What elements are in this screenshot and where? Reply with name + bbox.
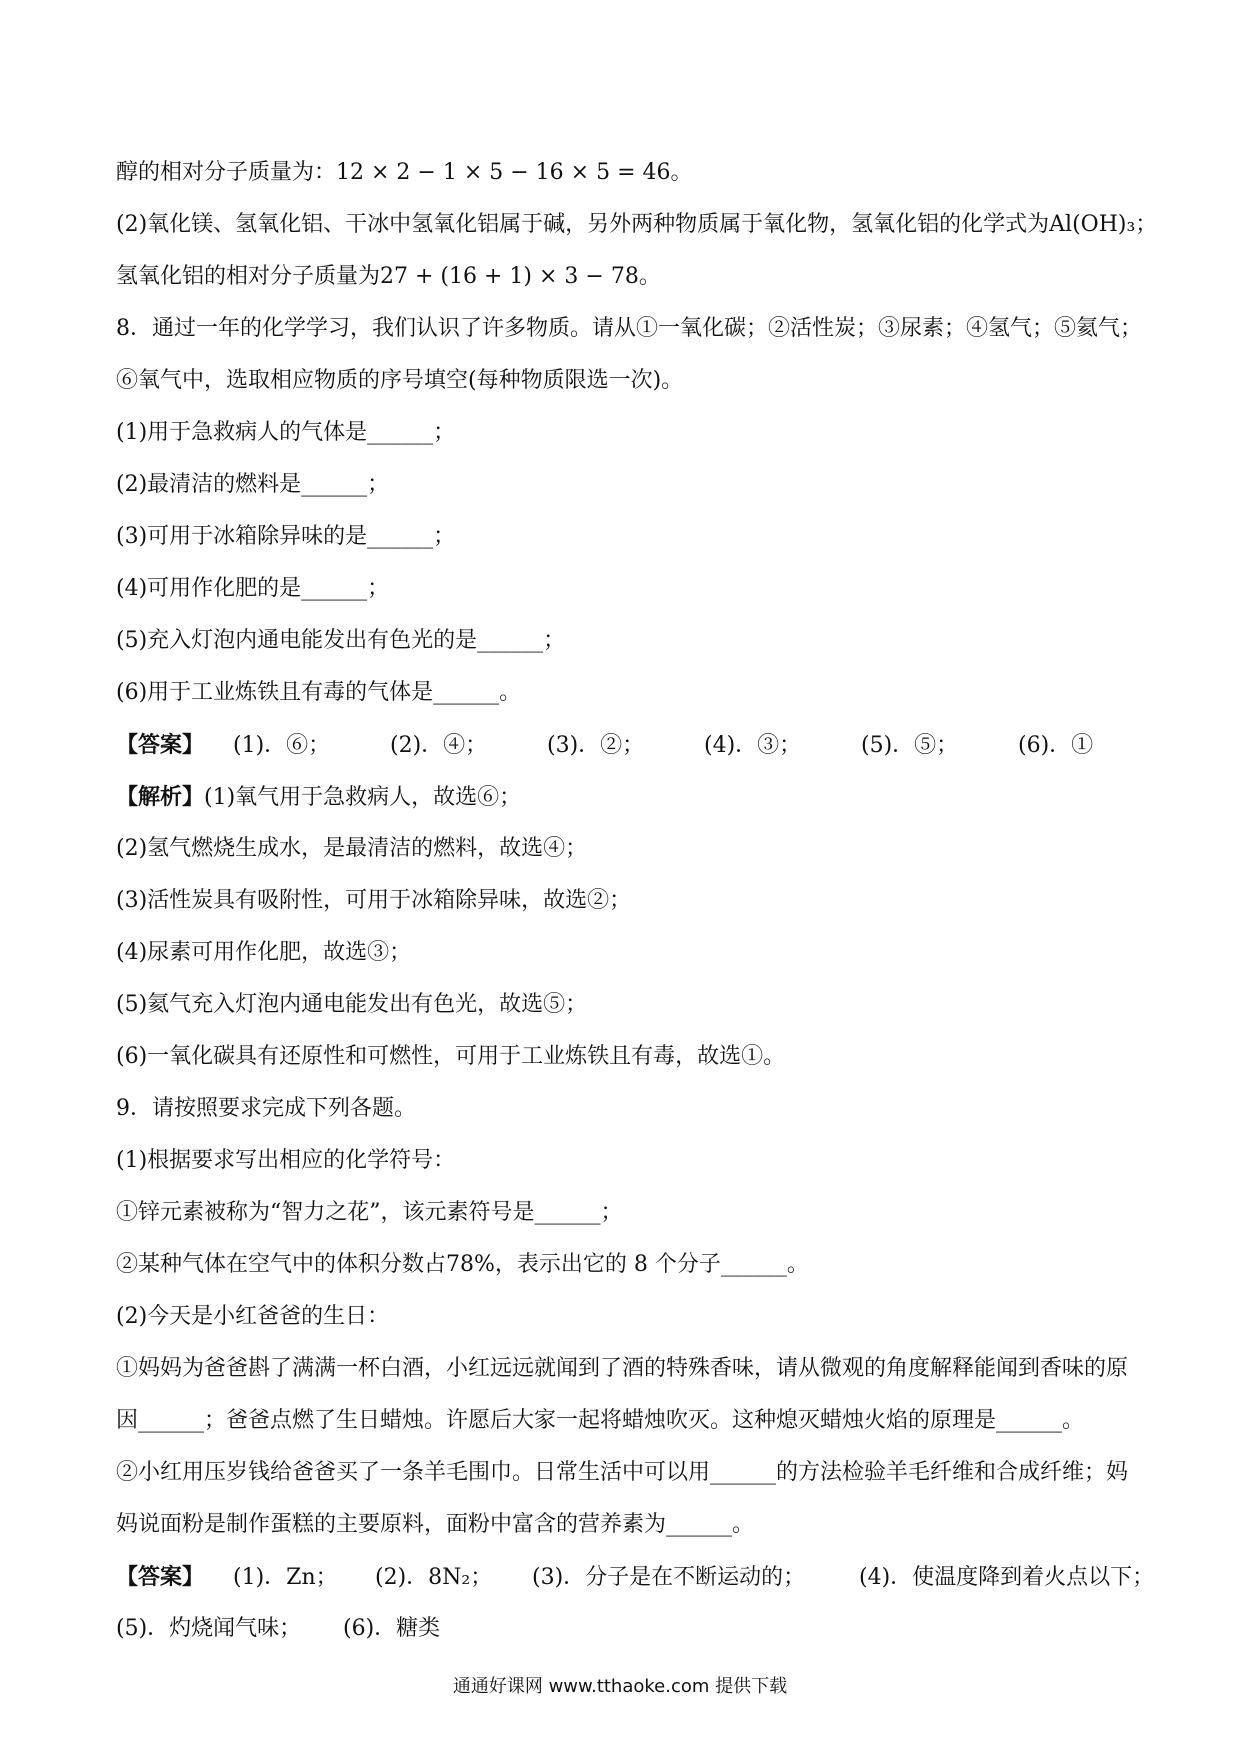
q9-part2: (2)今天是小红爸爸的生日： <box>116 1304 390 1329</box>
answer-label: 【答案】 <box>116 1564 205 1590</box>
q9-answer-2: (2)．8N₂； <box>375 1565 493 1590</box>
q9-answer-row-1 <box>116 1562 1155 1593</box>
q8-answer-row <box>116 730 1136 761</box>
q7-calc-line: 醇的相对分子质量为：12 × 2 − 1 × 5 − 16 × 5 = 46。 <box>116 160 693 185</box>
q8-analysis-4: (4)尿素可用作化肥，故选③； <box>116 940 412 965</box>
q8-sub-5: (5)充入灯泡内通电能发出有色光的是______； <box>116 628 566 653</box>
q8-answer-1: (1)．⑥； <box>233 733 331 758</box>
q9-stem: 9．请按照要求完成下列各题。 <box>116 1096 416 1121</box>
q8-answer-5: (5)．⑤； <box>861 733 959 758</box>
answer-label: 【答案】 <box>116 732 205 758</box>
q9-answer-5: (5)．灼烧闻气味； <box>116 1616 302 1641</box>
q8-stem-line-1: 8．通过一年的化学学习，我们认识了许多物质。请从①一氧化碳；②活性炭；③尿素；④氢气；⑤氦气； <box>116 316 1143 341</box>
q9-part2-a-line-2: 因______；爸爸点燃了生日蜡烛。许愿后大家一起将蜡烛吹灭。这种熄灭蜡烛火焰的原理是______。 <box>116 1408 1085 1433</box>
q8-analysis-1-text: (1)氧气用于急救病人，故选⑥； <box>204 785 522 810</box>
analysis-label: 【解析】 <box>116 784 205 810</box>
q9-answer-3: (3)．分子是在不断运动的； <box>532 1565 806 1590</box>
q8-answer-6: (6)．① <box>1018 733 1094 758</box>
q8-sub-6: (6)用于工业炼铁且有毒的气体是______。 <box>116 680 522 705</box>
q9-part2-b-line-1: ②小红用压岁钱给爸爸买了一条羊毛围巾。日常生活中可以用______的方法检验羊毛纤维和合成纤维；妈 <box>116 1460 1129 1485</box>
q8-analysis-1 <box>116 782 1136 813</box>
q8-answer-3: (3)．②； <box>547 733 645 758</box>
q9-part2-b-line-2: 妈说面粉是制作蛋糕的主要原料，面粉中富含的营养素为______。 <box>116 1512 755 1537</box>
q7-part2-mass-line: 氢氧化铝的相对分子质量为27 + (16 + 1) × 3 − 78。 <box>116 264 661 289</box>
q9-answer-row-2 <box>116 1614 1136 1644</box>
q8-analysis-5: (5)氦气充入灯泡内通电能发出有色光，故选⑤； <box>116 992 588 1017</box>
q9-answer-6: (6)．糖类 <box>343 1616 441 1641</box>
q9-answer-1: (1)．Zn； <box>233 1565 338 1590</box>
page-footer: 通通好课网 www.tthaoke.com 提供下载 <box>452 1676 788 1697</box>
q8-sub-4: (4)可用作化肥的是______； <box>116 576 390 601</box>
q7-part2-line: (2)氧化镁、氢氧化铝、干冰中氢氧化铝属于碱，另外两种物质属于氧化物，氢氧化铝的化学式为Al(OH)₃； <box>116 212 1158 237</box>
q9-part1-a: ①锌元素被称为“智力之花”，该元素符号是______； <box>116 1200 623 1225</box>
q8-analysis-2: (2)氢气燃烧生成水，是最清洁的燃料，故选④； <box>116 836 588 861</box>
q8-sub-2: (2)最清洁的燃料是______； <box>116 472 390 497</box>
q8-analysis-6: (6)一氧化碳具有还原性和可燃性，可用于工业炼铁且有毒，故选①。 <box>116 1044 786 1069</box>
q8-answer-2: (2)．④； <box>390 733 488 758</box>
q9-part2-a-line-1: ①妈妈为爸爸斟了满满一杯白酒，小红远远就闻到了酒的特殊香味，请从微观的角度解释能闻到香味的原 <box>116 1356 1129 1381</box>
q9-answer-4: (4)．使温度降到着火点以下； <box>859 1565 1155 1590</box>
q8-stem-line-2: ⑥氧气中，选取相应物质的序号填空(每种物质限选一次)。 <box>116 368 684 393</box>
q8-sub-1: (1)用于急救病人的气体是______； <box>116 420 456 445</box>
q8-analysis-3: (3)活性炭具有吸附性，可用于冰箱除异味，故选②； <box>116 888 632 913</box>
q8-answer-4: (4)．③； <box>704 733 802 758</box>
q9-part1-b: ②某种气体在空气中的体积分数占78%，表示出它的 8 个分子______。 <box>116 1252 809 1277</box>
q8-sub-3: (3)可用于冰箱除异味的是______； <box>116 524 456 549</box>
q9-part1: (1)根据要求写出相应的化学符号： <box>116 1148 456 1173</box>
